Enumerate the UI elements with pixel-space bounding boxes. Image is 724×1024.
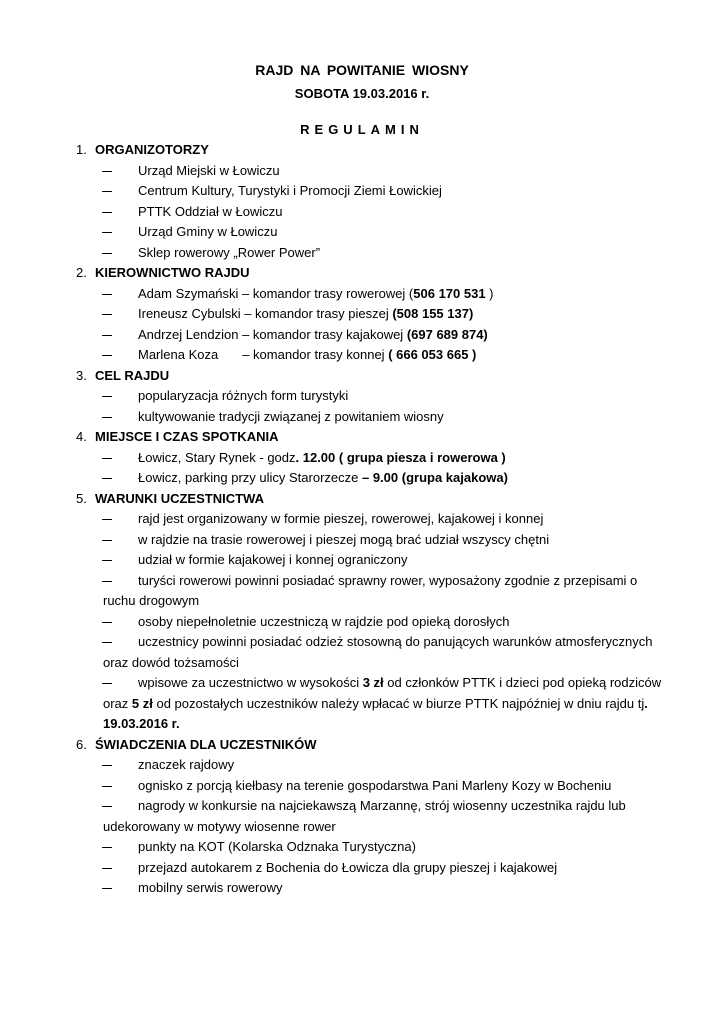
- section-number: 4.: [76, 429, 87, 444]
- list-item: znaczek rajdowy: [138, 757, 235, 772]
- section-title: ŚWIADCZENIA DLA UCZESTNIKÓW: [95, 736, 317, 752]
- list-item: wpisowe za uczestnictwo w wysokości 3 zł od członków PTTK i dzieci pod opieką rodziców oraz 5 zł od pozostałych uczestników należy wpłacać w biurze PTTK najpóźniej w dniu rajdu tj. 19.03.2016 r.: [103, 675, 662, 731]
- section-heading: [0, 427, 724, 448]
- section-goal: [0, 366, 724, 428]
- list-item: Ireneusz Cybulski – komandor trasy pieszej (508 155 137): [138, 306, 474, 321]
- list-item: Sklep rowerowy „Rower Power”: [138, 244, 321, 260]
- list-item: nagrody w konkursie na najciekawszą Marzannę, strój wiosenny uczestnika rajdu lub udekorowany w motywy wiosenne rower: [103, 798, 626, 834]
- list-item: Andrzej Lendzion – komandor trasy kajakowej (697 689 874): [138, 326, 488, 342]
- list-item: w rajdzie na trasie rowerowej i pieszej mogą brać udział wszyscy chętni: [138, 531, 550, 547]
- list-item: przejazd autokarem z Bochenia do Łowicza dla grupy pieszej i kajakowej: [138, 859, 558, 875]
- list-item: Łowicz, parking przy ulicy Starorzecze – 9.00 (grupa kajakowa): [138, 470, 508, 485]
- section-heading: [0, 140, 724, 161]
- list-item: uczestnicy powinni posiadać odzież stosowną do panujących warunków atmosferycznych oraz dowód tożsamości: [103, 634, 653, 670]
- list-item: ognisko z porcją kiełbasy na terenie gospodarstwa Pani Marleny Kozy w Bocheniu: [138, 777, 612, 793]
- section-number: 2.: [76, 265, 87, 280]
- phone-number: (508 155 137): [392, 306, 474, 321]
- list-item: Łowicz, Stary Rynek - godz. 12.00 ( grupa piesza i rowerowa ): [138, 449, 506, 465]
- phone-number: ( 666 053 665 ): [388, 347, 477, 362]
- list-item: Marlena Koza – komandor trasy konnej ( 666 053 665 ): [138, 347, 477, 362]
- section-number: 1.: [76, 142, 87, 157]
- section-number: 6.: [76, 736, 87, 752]
- regulamin-heading: REGULAMIN: [300, 122, 424, 137]
- list-item: turyści rowerowi powinni posiadać sprawny rower, wyposażony zgodnie z przepisami o ruchu drogowym: [103, 572, 638, 608]
- section-conditions: [0, 489, 724, 735]
- deadline-date: . 19.03.2016 r.: [103, 695, 648, 731]
- list-item: mobilny serwis rowerowy: [138, 880, 283, 895]
- list-item: Urząd Miejski w Łowiczu: [138, 162, 280, 178]
- document-body: [0, 140, 724, 899]
- section-title: CEL RAJDU: [95, 367, 170, 383]
- list-item: popularyzacja różnych form turystyki: [138, 388, 349, 403]
- list-item: Centrum Kultury, Turystyki i Promocji Ziemi Łowickiej: [138, 183, 442, 198]
- section-heading: [0, 489, 724, 510]
- list-item: punkty na KOT (Kolarska Odznaka Turystyczna): [138, 839, 416, 854]
- section-organizers: [0, 140, 724, 263]
- event-date: SOBOTA 19.03.2016 r.: [294, 86, 430, 101]
- phone-number: 506 170 531: [413, 285, 486, 301]
- list-item: rajd jest organizowany w formie pieszej, rowerowej, kajakowej i konnej: [138, 511, 544, 526]
- list-item: udział w formie kajakowej i konnej ograniczony: [138, 552, 408, 567]
- section-title: ORGANIZOTORZY: [95, 142, 209, 157]
- list-item: Urząd Gminy w Łowiczu: [138, 224, 278, 239]
- list-item: osoby niepełnoletnie uczestniczą w rajdzie pod opieką dorosłych: [138, 613, 510, 629]
- section-title: WARUNKI UCZESTNICTWA: [95, 490, 264, 506]
- section-heading: [0, 263, 724, 284]
- section-title: KIEROWNICTWO RAJDU: [95, 265, 250, 280]
- list-item: Adam Szymański – komandor trasy rowerowej (506 170 531 ): [138, 285, 494, 301]
- section-heading: [0, 735, 724, 756]
- section-number: 3.: [76, 367, 87, 383]
- list-item: kultywowanie tradycji związanej z powitaniem wiosny: [138, 408, 444, 424]
- section-title: MIEJSCE I CZAS SPOTKANIA: [95, 429, 279, 444]
- section-place-time: [0, 427, 724, 489]
- section-benefits: [0, 735, 724, 899]
- section-heading: [0, 366, 724, 387]
- list-item: PTTK Oddział w Łowiczu: [138, 203, 283, 219]
- section-number: 5.: [76, 490, 87, 506]
- phone-number: (697 689 874): [406, 326, 488, 342]
- section-management: [0, 263, 724, 366]
- fee-member: 3 zł: [362, 675, 384, 690]
- document-title: RAJD NA POWITANIE WIOSNY: [255, 62, 469, 78]
- fee-other: 5 zł: [131, 695, 153, 711]
